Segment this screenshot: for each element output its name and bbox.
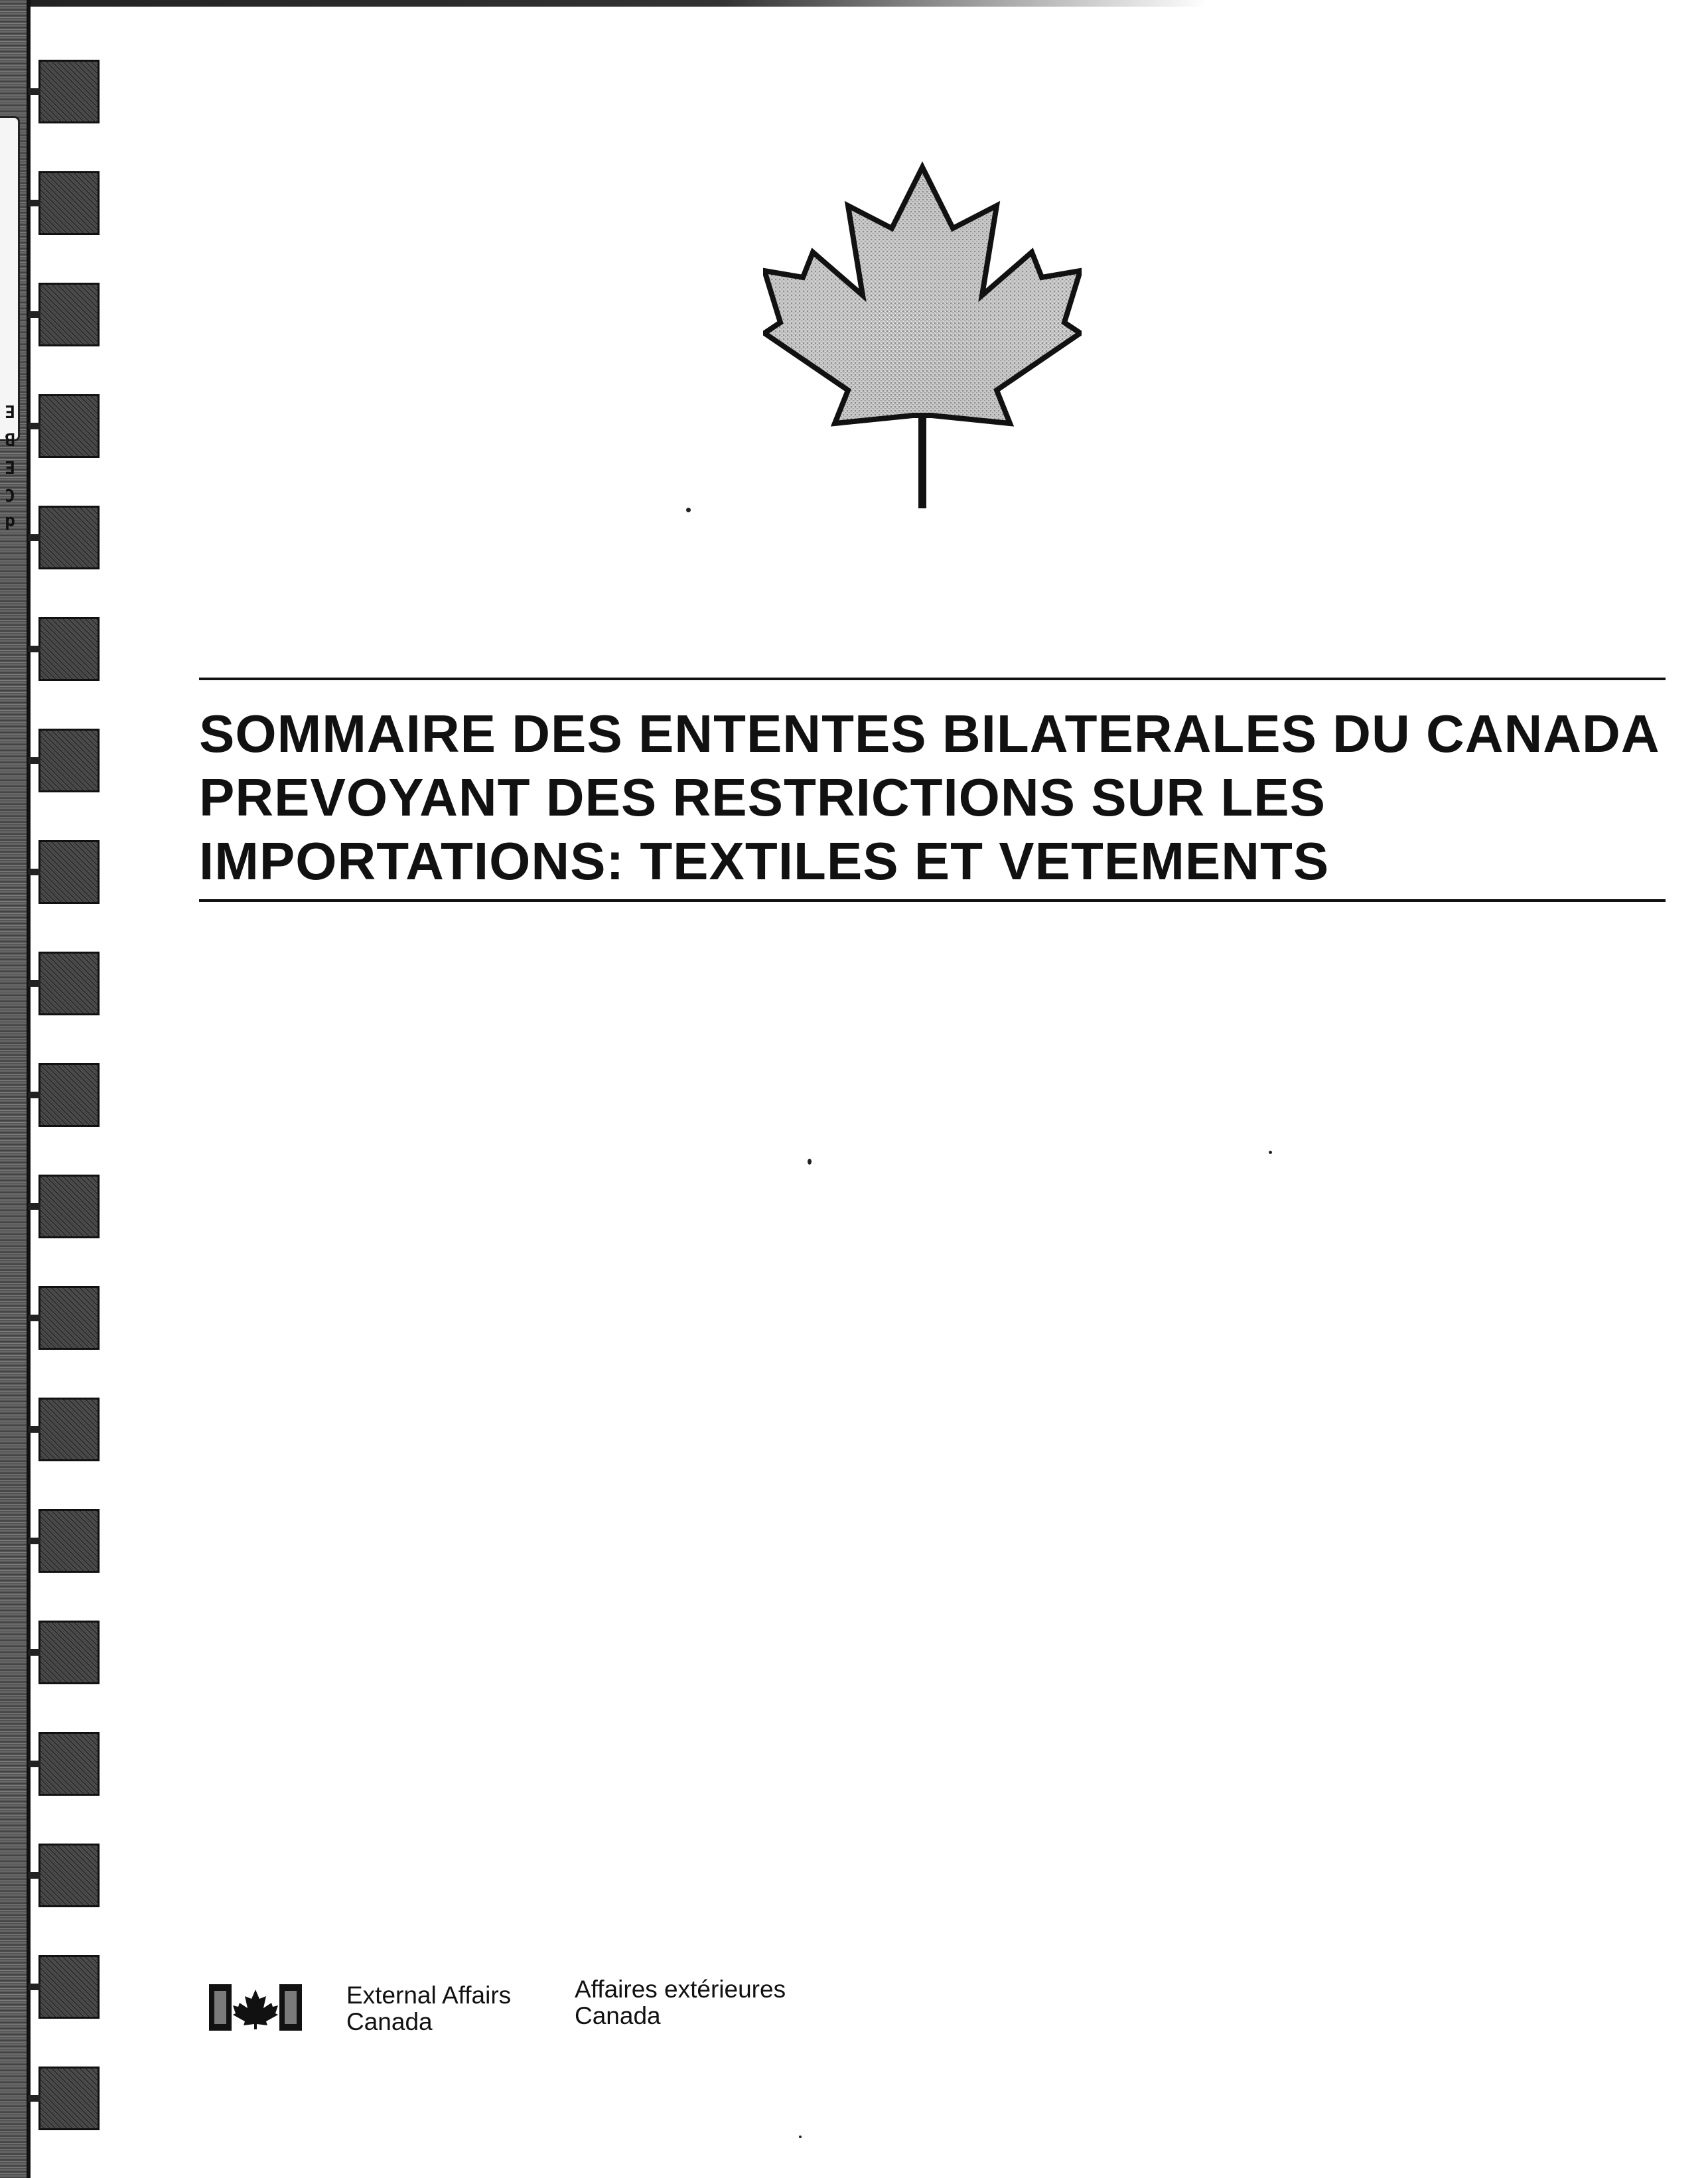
signature-english <box>346 1982 511 2035</box>
title-rule-bottom <box>199 899 1666 902</box>
scan-speck <box>799 2136 802 2138</box>
binding-ring <box>38 60 100 123</box>
binding-ring <box>38 283 100 346</box>
binding-ring <box>38 2067 100 2130</box>
scan-speck <box>686 508 691 512</box>
side-label-text: d C E B E <box>5 401 15 532</box>
binding-ring <box>38 617 100 681</box>
binding-ring <box>38 952 100 1015</box>
binding-ring <box>38 840 100 904</box>
document-title <box>199 702 1685 893</box>
binding-ring <box>38 1398 100 1461</box>
signature-fr-line2: Canada <box>575 2002 661 2029</box>
binding-ring <box>38 171 100 235</box>
signature-french <box>575 1976 786 2029</box>
title-rule-top <box>199 678 1666 680</box>
scan-top-edge <box>0 0 1208 7</box>
title-line-2: PREVOYANT DES RESTRICTIONS SUR LES <box>199 768 1326 827</box>
binding-ring <box>38 1175 100 1238</box>
signature-en-line2: Canada <box>346 2008 433 2035</box>
binding-ring <box>38 1509 100 1573</box>
scan-speck <box>808 1159 812 1165</box>
binding-ring <box>38 729 100 792</box>
canada-flag-icon <box>209 1984 302 2031</box>
binding-ring <box>38 1286 100 1350</box>
title-line-3: IMPORTATIONS: TEXTILES ET VETEMENTS <box>199 832 1330 891</box>
side-label-tab <box>0 116 20 532</box>
binding-ring <box>38 394 100 458</box>
signature-en-line1: External Affairs <box>346 1982 512 2009</box>
maple-leaf-icon <box>763 159 1082 511</box>
binding-ring <box>38 1732 100 1796</box>
binding-ring <box>38 506 100 569</box>
binding-ring <box>38 1621 100 1684</box>
binding-ring <box>38 1955 100 2019</box>
binding-ring <box>38 1063 100 1127</box>
title-line-1: SOMMAIRE DES ENTENTES BILATERALES DU CANADA <box>199 704 1660 763</box>
binding-ring <box>38 1844 100 1907</box>
scan-speck <box>1269 1151 1272 1154</box>
signature-fr-line1: Affaires extérieures <box>575 1976 786 2003</box>
